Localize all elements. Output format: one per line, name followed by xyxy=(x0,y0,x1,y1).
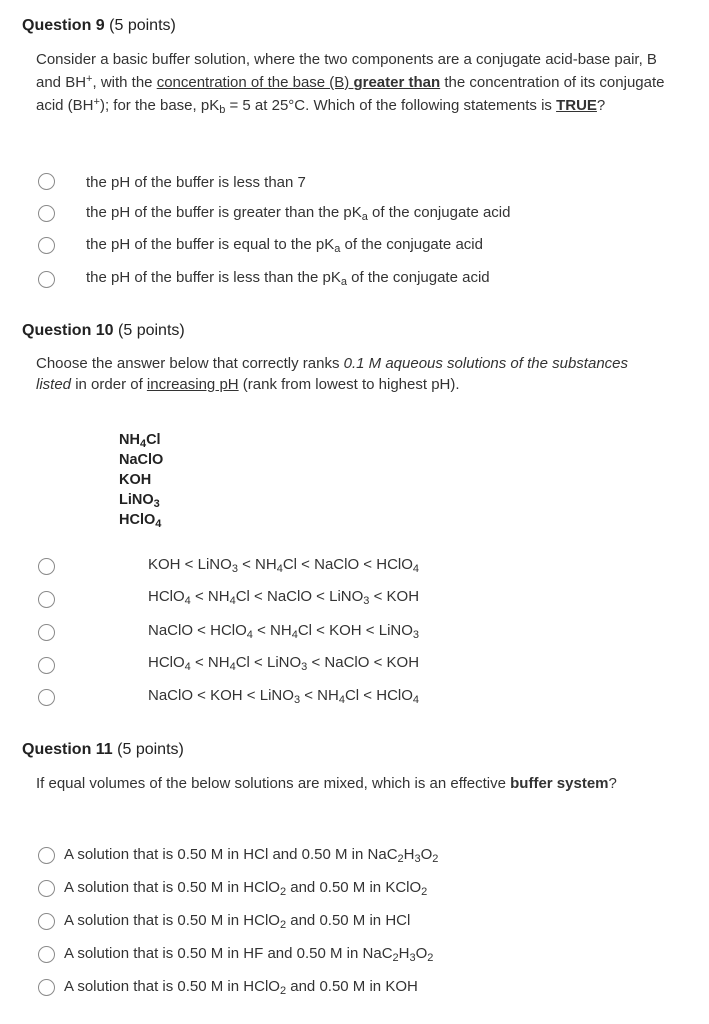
radio-button[interactable] xyxy=(38,657,55,674)
radio-button[interactable] xyxy=(38,913,55,930)
radio-button[interactable] xyxy=(38,271,55,288)
q11-title xyxy=(22,741,184,759)
option-label: the pH of the buffer is less than the $pK_a$ of the conjugate acid xyxy=(86,269,490,288)
q10-number: Question 10 xyxy=(22,322,114,339)
radio-button[interactable] xyxy=(38,237,55,254)
radio-button[interactable] xyxy=(38,591,55,608)
option-label: HClO$_4$ < $NH_4Cl$ < LiNO$_3$ < NaClO < KOH xyxy=(148,654,420,673)
option-label: HClO$_4$ < $NH_4Cl$ < NaClO < LiNO$_3$ < KOH xyxy=(148,588,420,607)
q11-points: (5 points) xyxy=(117,741,184,758)
q9-title xyxy=(22,17,176,35)
option-label: A solution that is 0.50 M in HClO$_2$ and 0.50 M in KOH xyxy=(64,978,418,997)
radio-button[interactable] xyxy=(38,689,55,706)
radio-button[interactable] xyxy=(38,558,55,575)
option-label: A solution that is 0.50 M in HClO$_2$ and 0.50 M in HCl xyxy=(64,912,411,931)
substance-naclo: NaClO xyxy=(119,452,164,468)
option-label: A solution that is 0.50 M in HClO$_2$ and 0.50 M in KClO$_2$ xyxy=(64,879,428,898)
option-label: A solution that is 0.50 M in HCl and 0.50 M in $NaC_2H_3O_2$ xyxy=(64,846,439,865)
radio-button[interactable] xyxy=(38,946,55,963)
q10-points: (5 points) xyxy=(118,322,185,339)
q10-prompt: Choose the answer below that correctly ranks 0.1 M aqueous solutions of the substances listed in order of increasing pH (rank from lowest to highest pH). xyxy=(36,355,629,393)
option-label: NaClO < KOH < LiNO$_3$ < $NH_4Cl$ < HClO$_4$ xyxy=(148,687,420,706)
radio-button[interactable] xyxy=(38,173,55,190)
radio-button[interactable] xyxy=(38,847,55,864)
substance-koh: KOH xyxy=(119,472,152,488)
q9-number: Question 9 xyxy=(22,17,105,34)
substance-hclo4: HClO$_4$ xyxy=(119,512,162,530)
option-label: A solution that is 0.50 M in HF and 0.50 M in $NaC_2H_3O_2$ xyxy=(64,945,434,964)
option-label: the pH of the buffer is equal to the $pK_a$ of the conjugate acid xyxy=(86,236,483,255)
radio-button[interactable] xyxy=(38,880,55,897)
q10-title xyxy=(22,322,185,340)
q9-prompt: Consider a basic buffer solution, where the two components are a conjugate acid-base pair, B and BH+, with the concentration of the base (B) greater than the concentration of its conjugate acid (BH+); for the base, $pK_b = 5$ at 25°C. Which of the following statements is TRUE? xyxy=(36,51,665,116)
q9-points: (5 points) xyxy=(109,17,176,34)
substance-lino3: LiNO$_3$ xyxy=(119,492,160,510)
option-label: NaClO < HClO$_4$ < $NH_4Cl$ < KOH < LiNO$_3$ xyxy=(148,622,420,641)
q11-prompt: If equal volumes of the below solutions are mixed, which is an effective buffer system? xyxy=(36,775,617,792)
option-label: the pH of the buffer is greater than the $pK_a$ of the conjugate acid xyxy=(86,204,511,223)
q11-number: Question 11 xyxy=(22,741,113,758)
q10-substance-list xyxy=(119,430,163,530)
option-label: KOH < LiNO$_3$ < $NH_4Cl$ < NaClO < HClO$_4$ xyxy=(148,556,420,575)
radio-button[interactable] xyxy=(38,205,55,222)
radio-button[interactable] xyxy=(38,979,55,996)
radio-button[interactable] xyxy=(38,624,55,641)
option-label: the pH of the buffer is less than 7 xyxy=(86,174,306,191)
substance-nh4cl: $NH_4Cl$ xyxy=(119,432,161,450)
